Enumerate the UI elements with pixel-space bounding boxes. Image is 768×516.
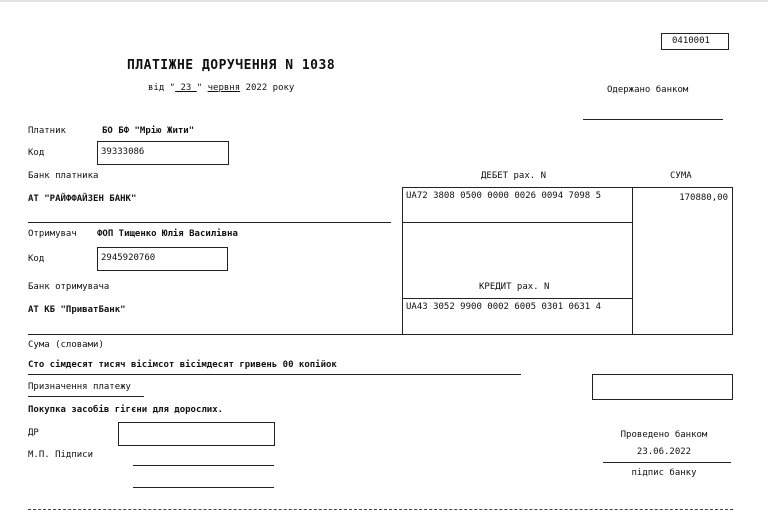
dr-box [118,422,275,446]
payer-bank-name: АТ "РАЙФФАЙЗЕН БАНК" [28,194,137,204]
processed-date: 23.06.2022 [636,447,692,457]
purpose-value: Покупка засобів гігєни для дорослих. [28,405,224,415]
recipient-bank-name: АТ КБ "ПриватБанк" [28,305,126,315]
received-by-bank-label: Одержано банком [607,85,689,95]
debit-header: ДЕБЕТ рах. N [481,171,547,181]
date-month: червня [207,83,241,93]
date-year: 2022 року [245,83,295,93]
date-day: 23 [180,83,192,93]
signatures-label: М.П. Підписи [28,450,94,460]
form-code-box [661,33,729,50]
recipient-name: ФОП Тищенко Юлія Василівна [97,229,238,239]
date-prefix: від " [148,83,176,93]
payer-label: Платник [28,126,66,136]
payer-bank-label: Банк платника [28,171,99,181]
processed-label: Проведено банком [620,430,708,440]
purpose-label: Призначення платежу [28,382,131,392]
payer-code: 39333086 [101,147,145,157]
payer-name: БО БФ "Мрію Жити" [102,126,195,136]
amount-words-label: Сума (словами) [28,340,104,350]
amount-value: 170880,00 [679,193,728,203]
payer-code-box [97,141,229,165]
top-border [0,0,768,2]
amount-words-line [28,374,521,375]
purpose-side-box [592,374,733,400]
debit-account-box [402,187,633,223]
bank-sign-line [603,462,731,463]
credit-account: UA43 3052 9900 0002 6005 0301 0631 4 [406,302,602,312]
recipient-code-box [97,247,228,271]
recipient-bank-label: Банк отримувача [28,282,110,292]
amount-header: СУМА [670,171,692,181]
recipient-label: Отримувач [28,229,77,239]
recipient-code: 2945920760 [101,253,156,263]
credit-account-box [402,298,633,335]
document-date [148,83,294,94]
signature-line-2 [133,487,274,488]
cut-line [28,509,733,510]
payer-section-line [28,222,391,223]
received-by-bank-line [583,119,723,120]
signature-line-1 [133,465,274,466]
bank-sign-label: підпис банку [631,468,697,478]
form-code: 0410001 [672,36,710,46]
credit-header: КРЕДИТ рах. N [479,282,550,292]
recipient-section-line [28,334,402,335]
amount-words: Сто сімдесят тисяч вісімсот вісімдесят гривень 00 копійок [28,360,337,370]
date-mid: " [196,83,203,93]
debit-account: UA72 3808 0500 0000 0026 0094 7098 5 [406,191,602,201]
document-title: ПЛАТІЖНЕ ДОРУЧЕННЯ N 1038 [127,58,336,73]
purpose-line [28,396,144,397]
payer-code-label: Код [28,148,45,158]
dr-label: ДР [28,428,39,438]
amount-box [632,187,733,335]
recipient-code-label: Код [28,254,45,264]
